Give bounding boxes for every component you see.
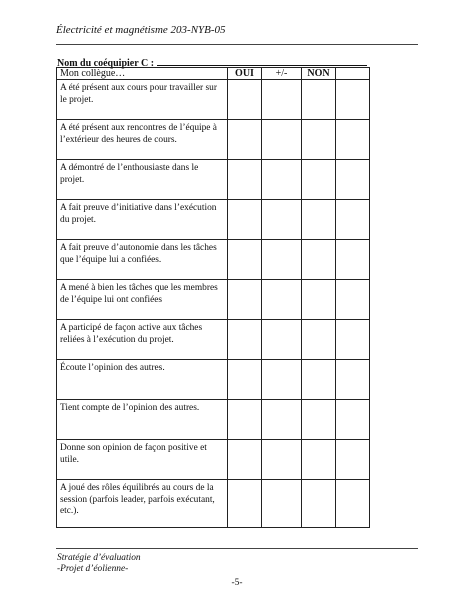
column-header-colleague: Mon collègue… (57, 68, 228, 80)
criterion-text: Tient compte de l’opinion des autres. (57, 400, 228, 440)
table-row (57, 120, 370, 160)
rating-cell-oui[interactable] (228, 200, 262, 240)
rating-cell-non[interactable] (302, 240, 336, 280)
criterion-text: A participé de façon active aux tâches reliées à l’exécution du projet. (57, 320, 228, 360)
rating-cell-mixed[interactable] (262, 320, 302, 360)
rating-cell-non[interactable] (302, 160, 336, 200)
rating-cell-blank[interactable] (336, 280, 370, 320)
rating-cell-non[interactable] (302, 400, 336, 440)
criterion-text: A été présent aux cours pour travailler sur le projet. (57, 80, 228, 120)
rating-cell-blank[interactable] (336, 440, 370, 480)
header-divider (56, 44, 418, 45)
criterion-text: A mené à bien les tâches que les membres de l’équipe lui ont confiées (57, 280, 228, 320)
rating-cell-oui[interactable] (228, 480, 262, 528)
rating-cell-oui[interactable] (228, 160, 262, 200)
page-number: -5- (231, 578, 243, 588)
rating-cell-blank[interactable] (336, 320, 370, 360)
rating-cell-mixed[interactable] (262, 240, 302, 280)
rating-cell-non[interactable] (302, 480, 336, 528)
rating-cell-oui[interactable] (228, 360, 262, 400)
rating-cell-blank[interactable] (336, 240, 370, 280)
rating-cell-blank[interactable] (336, 200, 370, 240)
criterion-text: A fait preuve d’initiative dans l’exécution du projet. (57, 200, 228, 240)
rating-cell-blank[interactable] (336, 400, 370, 440)
rating-cell-blank[interactable] (336, 160, 370, 200)
rating-cell-non[interactable] (302, 120, 336, 160)
table-header-row (57, 68, 370, 80)
column-header-non: NON (302, 68, 336, 80)
rating-cell-oui[interactable] (228, 280, 262, 320)
rating-cell-non[interactable] (302, 360, 336, 400)
rating-cell-blank[interactable] (336, 480, 370, 528)
rating-cell-blank[interactable] (336, 120, 370, 160)
footer-divider (56, 548, 418, 549)
table-row (57, 280, 370, 320)
rating-cell-oui[interactable] (228, 320, 262, 360)
criterion-text: A démontré de l’enthousiaste dans le projet. (57, 160, 228, 200)
rating-cell-blank[interactable] (336, 360, 370, 400)
column-header-mixed: +/- (262, 68, 302, 80)
footer-line-2: -Projet d’éolienne- (57, 564, 129, 574)
table-row (57, 200, 370, 240)
table-row (57, 160, 370, 200)
evaluation-table (56, 67, 370, 528)
footer (57, 553, 141, 575)
rating-cell-non[interactable] (302, 280, 336, 320)
rating-cell-non[interactable] (302, 320, 336, 360)
rating-cell-mixed[interactable] (262, 160, 302, 200)
rating-cell-mixed[interactable] (262, 480, 302, 528)
rating-cell-non[interactable] (302, 440, 336, 480)
rating-cell-oui[interactable] (228, 400, 262, 440)
footer-line-1: Stratégie d’évaluation (57, 553, 141, 563)
criterion-text: Écoute l’opinion des autres. (57, 360, 228, 400)
criterion-text: Donne son opinion de façon positive et utile. (57, 440, 228, 480)
criterion-text: A été présent aux rencontres de l’équipe à l’extérieur des heures de cours. (57, 120, 228, 160)
rating-cell-mixed[interactable] (262, 280, 302, 320)
rating-cell-non[interactable] (302, 200, 336, 240)
rating-cell-oui[interactable] (228, 80, 262, 120)
table-row (57, 400, 370, 440)
rating-cell-blank[interactable] (336, 80, 370, 120)
rating-cell-oui[interactable] (228, 120, 262, 160)
rating-cell-mixed[interactable] (262, 120, 302, 160)
rating-cell-mixed[interactable] (262, 80, 302, 120)
rating-cell-oui[interactable] (228, 240, 262, 280)
column-header-oui: OUI (228, 68, 262, 80)
document-header-title: Électricité et magnétisme 203-NYB-05 (56, 24, 226, 36)
table-row (57, 440, 370, 480)
criterion-text: A fait preuve d’autonomie dans les tâches que l’équipe lui a confiées. (57, 240, 228, 280)
table-row (57, 360, 370, 400)
rating-cell-mixed[interactable] (262, 400, 302, 440)
criterion-text: A joué des rôles équilibrés au cours de la session (parfois leader, parfois exécutant, etc.). (57, 480, 228, 528)
table-row (57, 320, 370, 360)
rating-cell-non[interactable] (302, 80, 336, 120)
table-row (57, 480, 370, 528)
teammate-name-blank[interactable] (157, 56, 367, 66)
rating-cell-mixed[interactable] (262, 360, 302, 400)
table-row (57, 240, 370, 280)
table-row (57, 80, 370, 120)
column-header-blank (336, 68, 370, 80)
rating-cell-oui[interactable] (228, 440, 262, 480)
rating-cell-mixed[interactable] (262, 440, 302, 480)
teammate-name-label: Nom du coéquipier C : (57, 58, 155, 69)
rating-cell-mixed[interactable] (262, 200, 302, 240)
